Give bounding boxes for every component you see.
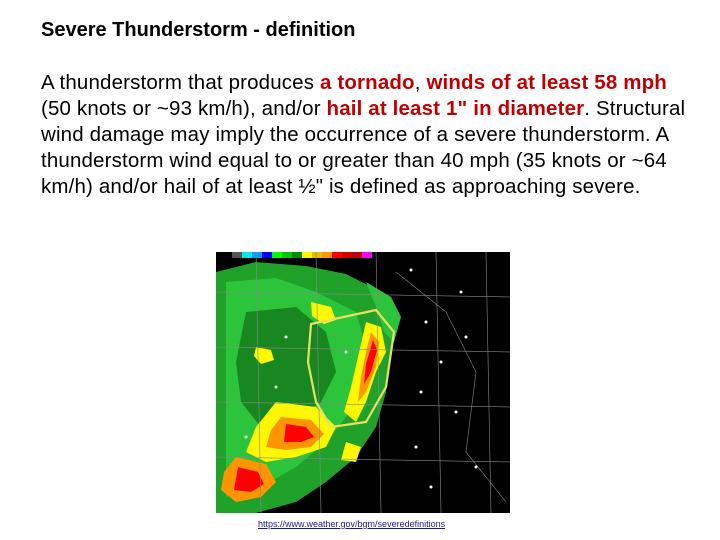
radar-graphic	[216, 252, 510, 513]
text-segment: ,	[414, 71, 427, 94]
highlight-hail-size: hail at least 1" in diameter	[326, 97, 585, 120]
definition-paragraph	[41, 70, 701, 200]
highlight-tornado: a tornado	[319, 71, 415, 94]
highlight-wind-speed: winds of at least 58 mph	[426, 71, 667, 94]
radar-scale-bar	[232, 252, 372, 258]
slide-title: Severe Thunderstorm - definition	[41, 19, 356, 41]
radar-image	[216, 252, 510, 513]
text-segment: A thunderstorm that produces	[41, 71, 320, 94]
text-segment: (50 knots or ~93 km/h), and/or	[41, 97, 327, 120]
text-segment: . Structural wind damage may imply the occurrence of a severe thunderstorm. A thunderstorm wind equal to or greater than 40 mph (35 knots or ~64 km/h) and/or hail of at least ½" is defined as approaching severe.	[41, 97, 686, 198]
source-link[interactable]: https://www.weather.gov/bgm/severedefinitions	[258, 519, 446, 529]
